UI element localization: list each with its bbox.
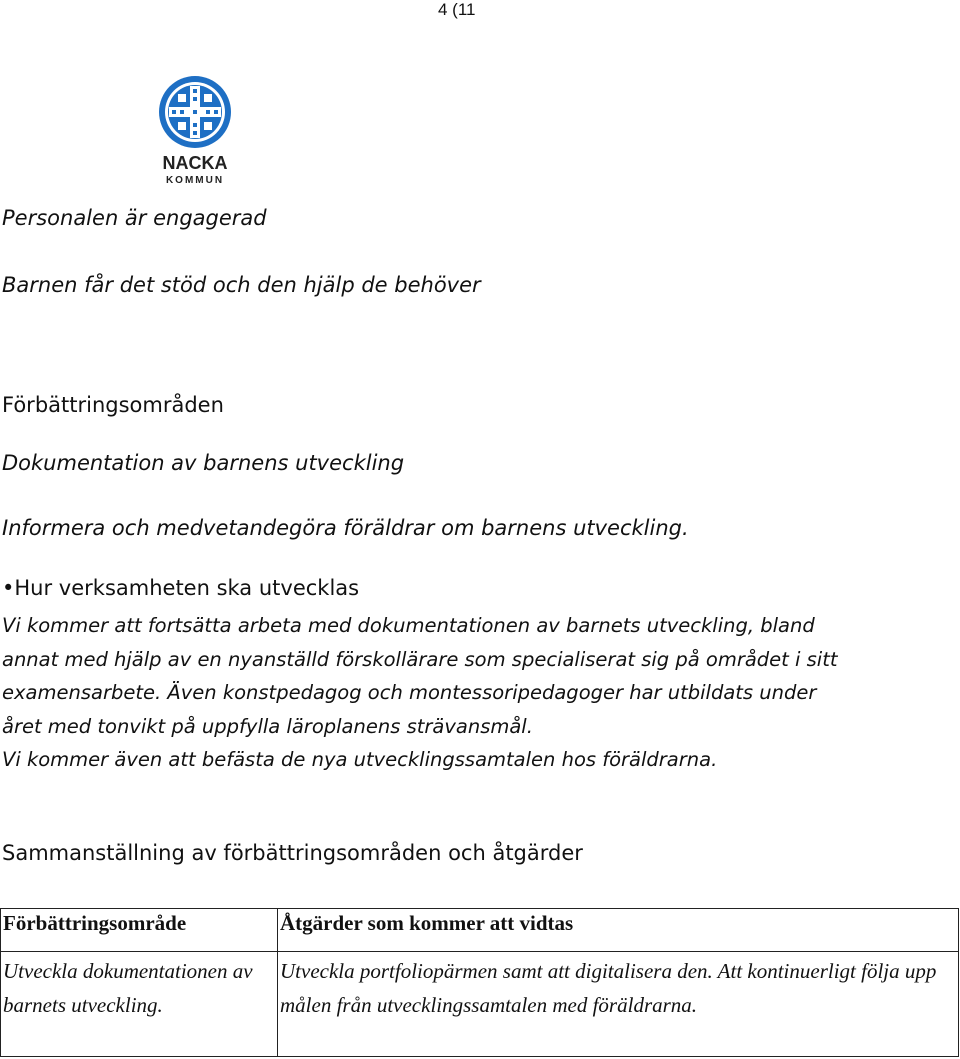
develop-heading: •Hur verksamheten ska utvecklas — [2, 576, 360, 600]
inform-line: Informera och medvetandegöra föräldrar om barnens utveckling. — [2, 516, 689, 540]
develop-line: året med tonvikt på uppfylla läroplanens strävansmål. — [2, 715, 533, 738]
develop-line: examensarbete. Även konstpedagog och montessoripedagoger har utbildats under — [2, 681, 817, 704]
develop-line: Vi kommer även att befästa de nya utvecklingssamtalen hos föräldrarna. — [2, 748, 718, 771]
table-cell: Utveckla dokumentationen av barnets utveckling. — [1, 952, 278, 1057]
table-row — [1, 952, 959, 1057]
column-header: Åtgärder som kommer att vidtas — [278, 909, 959, 952]
summary-heading: Sammanställning av förbättringsområden och åtgärder — [2, 841, 583, 865]
engaged-line: Personalen är engagerad — [2, 206, 267, 230]
support-line: Barnen får det stöd och den hjälp de behöver — [2, 273, 481, 297]
table-header-row — [1, 909, 959, 952]
column-header: Förbättringsområde — [1, 909, 278, 952]
develop-line: annat med hjälp av en nyanställd förskollärare som specialiserat sig på området i sitt — [2, 648, 838, 671]
nacka-kommun-logo — [153, 74, 237, 186]
svg-text:NACKA: NACKA — [162, 153, 228, 173]
develop-line: Vi kommer att fortsätta arbeta med dokumentationen av barnets utveckling, bland — [2, 614, 815, 637]
summary-table — [0, 908, 959, 1057]
svg-text:KOMMUN: KOMMUN — [165, 175, 225, 186]
bullet-icon: • — [2, 576, 15, 600]
page-number: 4 (11 — [438, 0, 476, 19]
improvement-heading: Förbättringsområden — [2, 393, 224, 417]
table-cell: Utveckla portfoliopärmen samt att digitalisera den. Att kontinuerligt följa upp målen från utvecklingssamtalen med föräldrarna. — [278, 952, 959, 1057]
documentation-line: Dokumentation av barnens utveckling — [2, 451, 405, 475]
